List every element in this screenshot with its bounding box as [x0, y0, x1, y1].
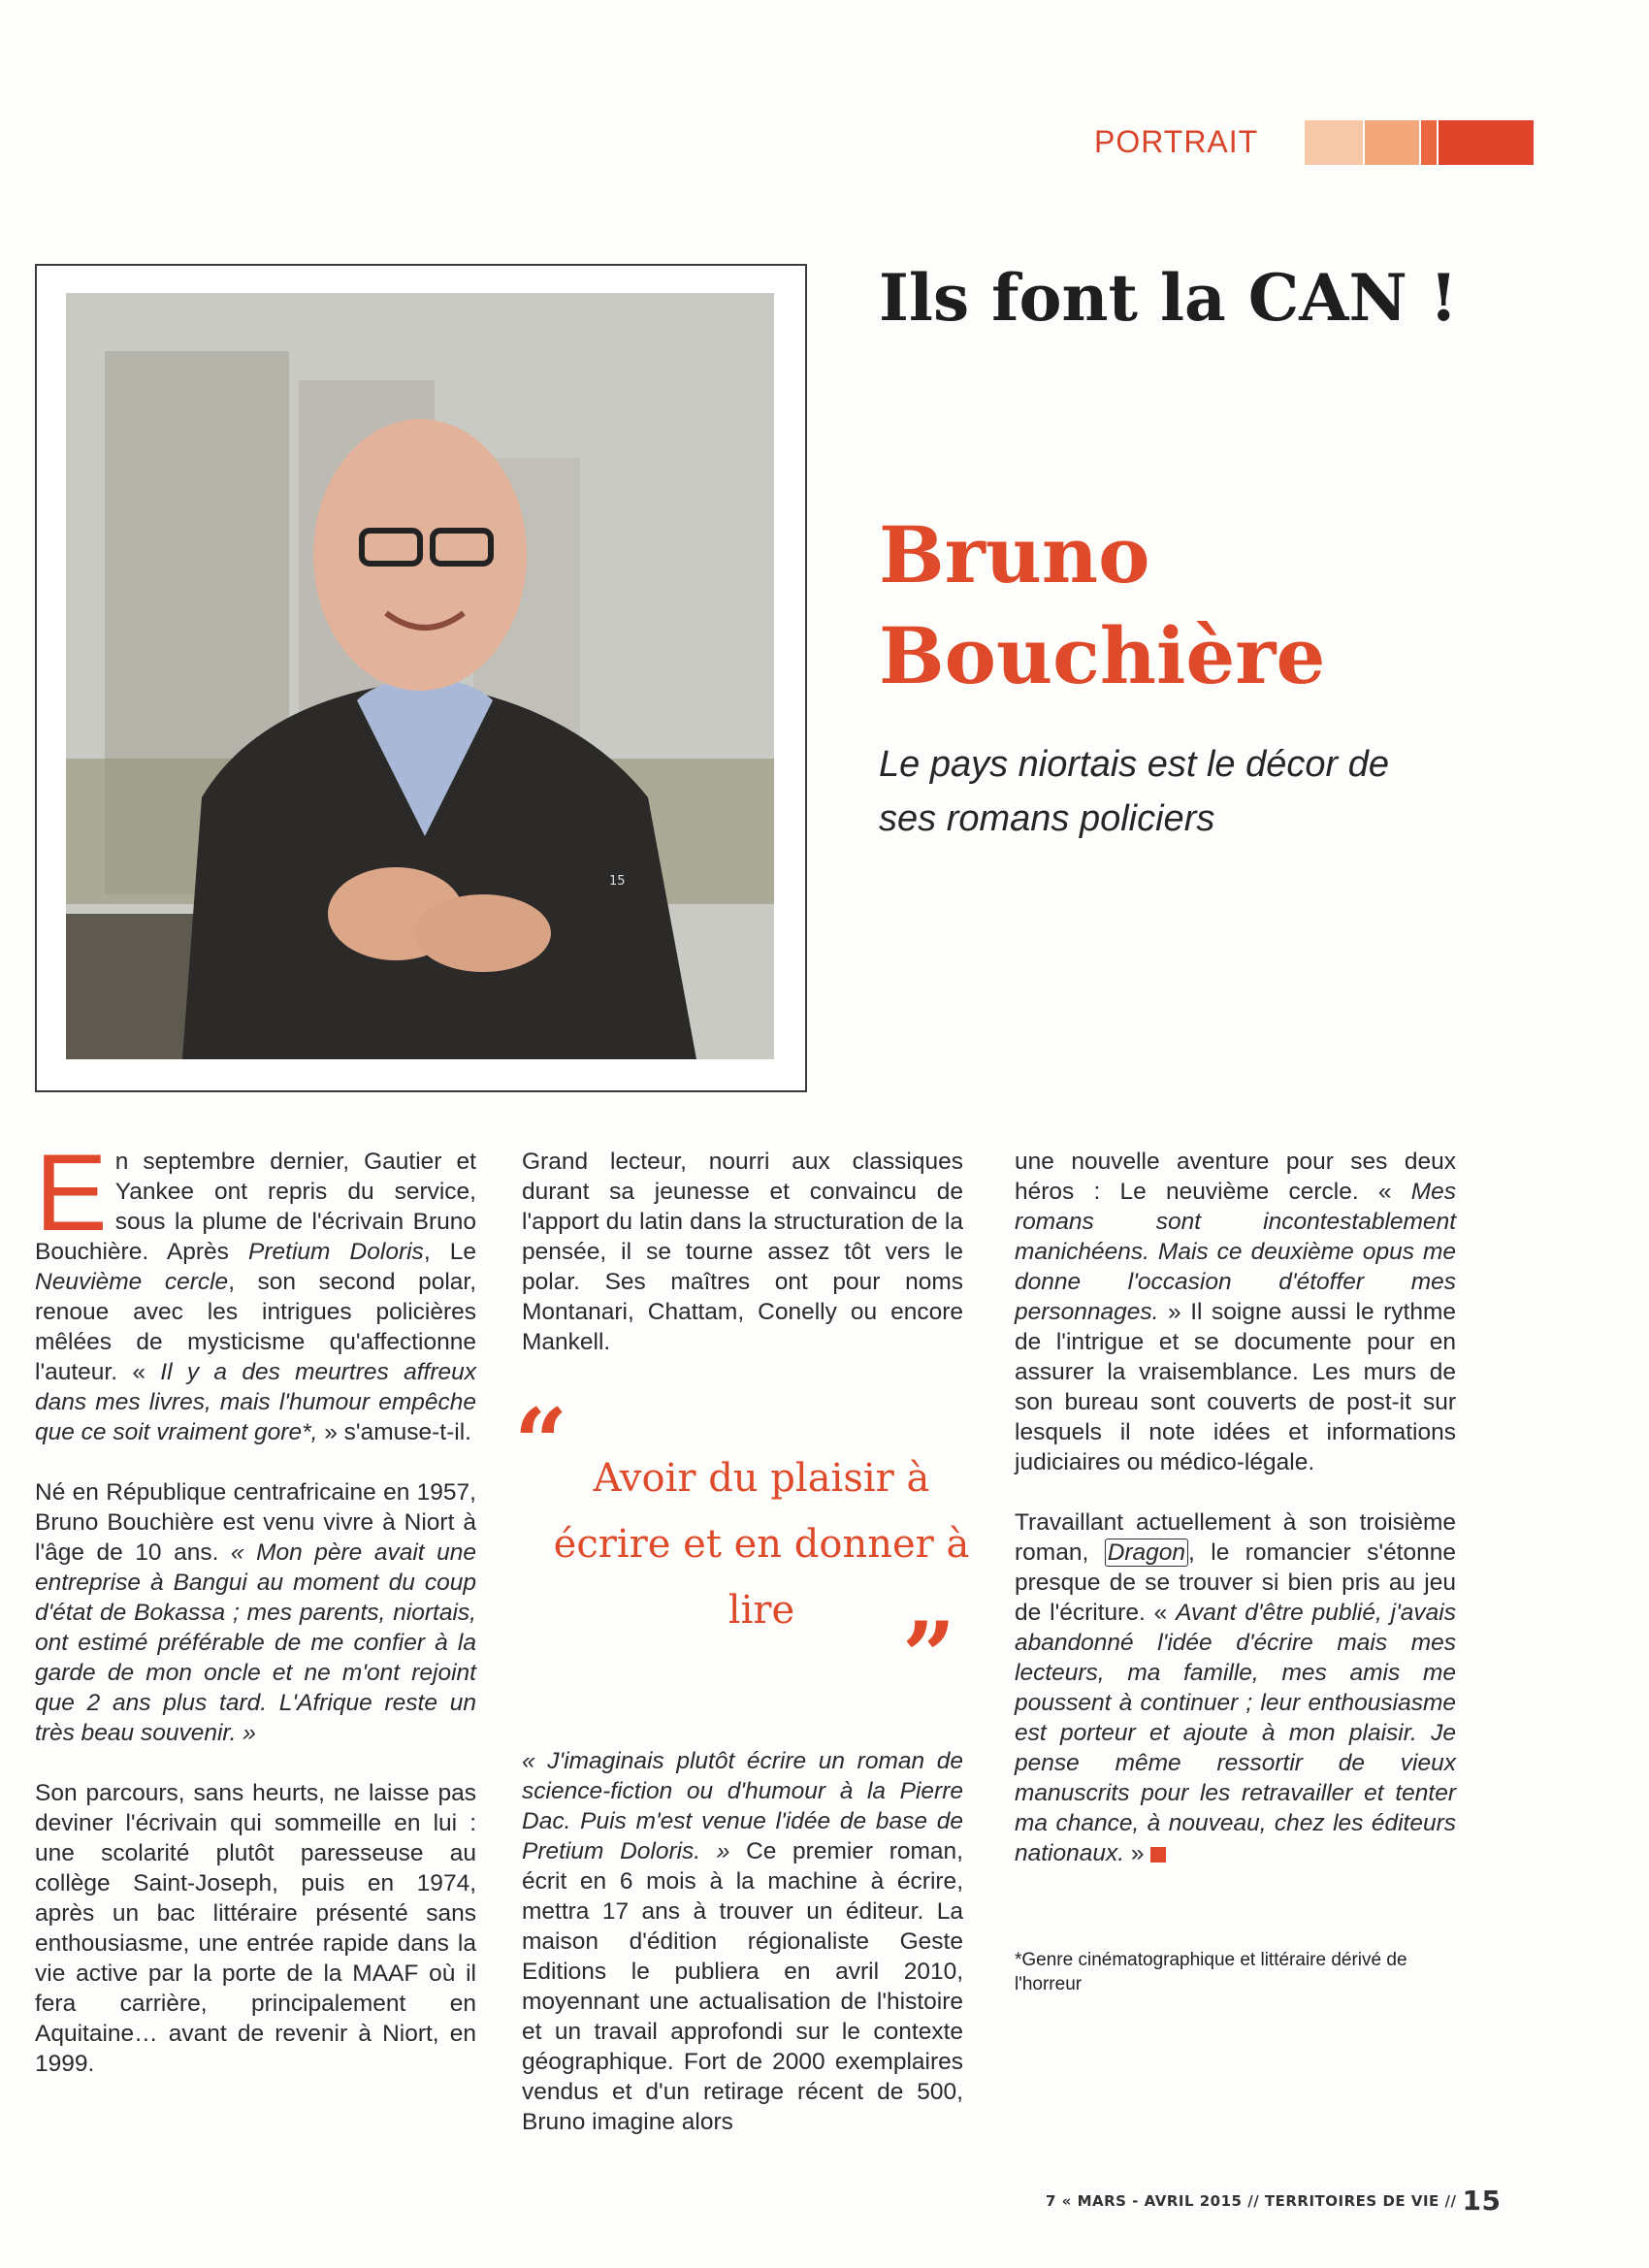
article-column-2-continued	[522, 1746, 963, 2167]
quote: Mes romans sont incontestablement manichéens. Mais ce deuxième opus me donne l'occasion d'étoffer mes personnages.	[1015, 1179, 1456, 1325]
paragraph	[1015, 1147, 1456, 1477]
subject-name-line2: Bouchière	[879, 610, 1326, 701]
quote: « Mon père avait une entreprise à Bangui au moment du coup d'état de Bokassa ; mes parents, niortais, ont estimé préférable de me confier à la garde de mon oncle et ne m'ont rejoint que 2 ans plus tard. L'Afrique reste un très beau souvenir. »	[35, 1539, 476, 1746]
folio	[1046, 2185, 1501, 2217]
subject-name	[879, 504, 1325, 706]
article-column-3	[1015, 1147, 1456, 1898]
subject-name-line1: Bruno	[879, 509, 1150, 600]
portrait-photo-frame	[35, 264, 807, 1092]
paragraph	[522, 1746, 963, 2137]
portrait-photo	[66, 293, 774, 1059]
text-run: » s'amuse-t-il.	[317, 1419, 471, 1445]
text-run: »	[1124, 1840, 1145, 1866]
text-run: Né en République centrafricaine en 1957, Bruno Bouchière est venu vivre à Niort à l'âge de 10 ans.	[35, 1479, 476, 1566]
folio-text: 7 « MARS - AVRIL 2015 // TERRITOIRES DE VIE //	[1046, 2192, 1457, 2210]
book-title: Pretium Doloris	[248, 1239, 424, 1265]
close-quote-mark: ”	[902, 1602, 956, 1711]
page-number: 15	[1462, 2185, 1502, 2217]
paragraph	[35, 1477, 476, 1748]
quote: Il y a des meurtres affreux dans mes livres, mais l'humour empêche que ce soit vraiment gore*,	[35, 1359, 476, 1445]
text-run: » Il soigne aussi le rythme de l'intrigue et se documente pour en assurer la vraisemblance. Les murs de son bureau sont couverts de post-it sur lesquels il note idées et informations judiciaires ou médico-légale.	[1015, 1299, 1456, 1475]
rubric-color-bars	[1305, 120, 1534, 165]
paragraph	[522, 1147, 963, 1357]
drop-cap: E	[35, 1132, 108, 1253]
text-run: , son second polar, renoue avec les intrigues policières mêlées de mysticisme qu'affectionne l'auteur. «	[35, 1269, 476, 1385]
book-title: Dragon	[1105, 1539, 1188, 1567]
text-run: Son parcours, sans heurts, ne laisse pas deviner l'écrivain qui sommeille en lui : une scolarité plutôt paresseuse au collège Saint-Joseph, puis en 1974, après un bac littéraire présenté sans enthousiasme, une entrée rapide dans la vie active par la porte de la MAAF où il fera carrière, principalement en Aquitaine… avant de revenir à Niort, en 1999.	[35, 1780, 476, 2077]
paragraph	[1015, 1507, 1456, 1868]
quote: Avant d'être publié, j'avais abandonné l'idée d'écrire mais mes lecteurs, ma famille, mes amis me poussent à continuer ; leur enthousiasme est porteur et ajoute à mon plaisir. Je pense même ressortir de vieux manuscrits pour les retravailler et tenter ma chance, à nouveau, chez les éditeurs nationaux.	[1015, 1600, 1456, 1866]
jacket-tag: 15	[609, 874, 626, 889]
footnote: *Genre cinématographique et littéraire dérivé de l'horreur	[1015, 1950, 1407, 1994]
rubric-bar-1	[1305, 120, 1363, 165]
text-run: n septembre dernier, Gautier et Yankee ont repris du service, sous la plume de l'écrivain Bruno Bouchière. Après	[35, 1149, 476, 1265]
portrait-illustration	[66, 293, 774, 1059]
pull-quote-text: Avoir du plaisir à écrire et en donner à lire	[553, 1456, 970, 1633]
rubric-bar-2	[1365, 120, 1419, 165]
paragraph	[35, 1132, 476, 1447]
book-title: Neuvième cercle	[35, 1269, 229, 1295]
rubric-bar-4	[1439, 120, 1534, 165]
open-quote-mark: “	[514, 1388, 568, 1498]
section-rubric: PORTRAIT	[1094, 124, 1259, 159]
text-run: une nouvelle aventure pour ses deux héros : Le neuvième cercle. «	[1015, 1149, 1456, 1205]
end-of-article-mark	[1150, 1847, 1166, 1863]
deck: Le pays niortais est le décor de ses romans policiers	[879, 744, 1389, 839]
text-run: , le romancier s'étonne presque de se trouver si bien pris au jeu de l'écriture. «	[1015, 1539, 1456, 1626]
text-run: , Le	[423, 1239, 476, 1265]
kicker-title: Ils font la CAN !	[879, 260, 1458, 336]
article-column-2	[522, 1147, 963, 1387]
pull-quote	[514, 1388, 980, 1711]
paragraph	[35, 1778, 476, 2079]
text-run: Travaillant actuellement à son troisième roman,	[1015, 1509, 1456, 1566]
rubric-bar-3	[1421, 120, 1437, 165]
article-column-1	[35, 1132, 476, 2109]
text-run: Ce premier roman, écrit en 6 mois à la machine à écrire, mettra 17 ans à trouver un éditeur. La maison d'édition régionaliste Geste Editions le publiera en avril 2010, moyennant une actualisation de l'histoire et un travail approfondi sur le contexte géographique. Fort de 2000 exemplaires vendus et d'un retirage récent de 500, Bruno imagine alors	[522, 1838, 963, 2135]
text-run: Grand lecteur, nourri aux classiques durant sa jeunesse et convaincu de l'apport du latin dans la structuration de la pensée, il se tourne assez tôt vers le polar. Ses maîtres ont pour noms Montanari, Chattam, Conelly ou encore Mankell.	[522, 1149, 963, 1355]
quote: « J'imaginais plutôt écrire un roman de science-fiction ou d'humour à la Pierre Dac. Puis m'est venue l'idée de base de Pretium Doloris. »	[522, 1748, 963, 1864]
